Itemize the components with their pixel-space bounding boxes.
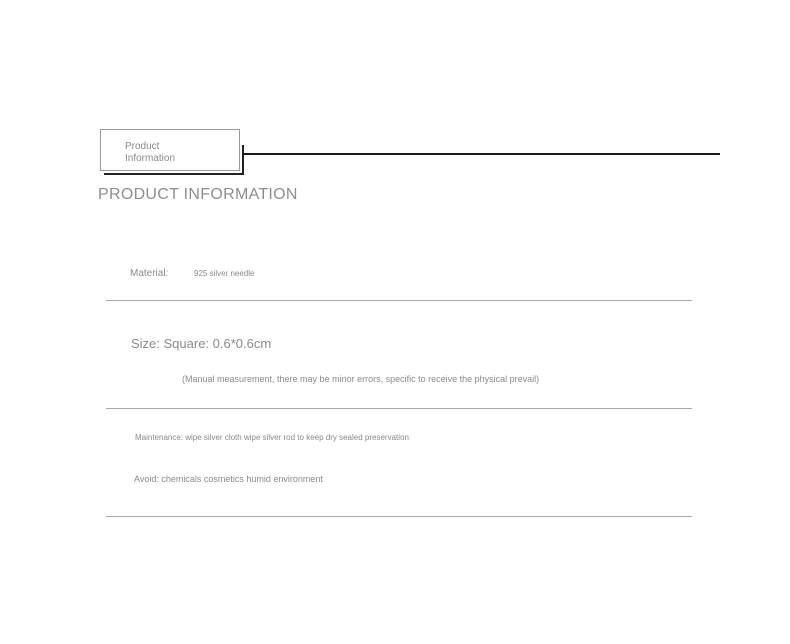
- tab-shadow-bottom: [104, 173, 244, 175]
- size-text: Size: Square: 0.6*0.6cm: [131, 336, 272, 351]
- tab-label: [125, 141, 205, 165]
- material-label: Material:: [130, 268, 169, 279]
- tab-label-line1: Product: [125, 141, 160, 152]
- tab-shadow-right: [242, 145, 244, 175]
- divider-2: [106, 408, 692, 409]
- tab-label-line2: Information: [125, 153, 176, 164]
- section-title: PRODUCT INFORMATION: [98, 186, 298, 203]
- material-value: 925 silver needle: [194, 269, 255, 278]
- size-note: (Manual measurement, there may be minor errors, specific to receive the physical prevail): [182, 374, 540, 384]
- maintenance-text: Maintenance: wipe silver cloth wipe silver rod to keep dry sealed preservation: [135, 433, 409, 442]
- divider-3: [106, 516, 692, 517]
- avoid-text: Avoid: chemicals cosmetics humid environment: [134, 474, 323, 484]
- divider-1: [106, 300, 692, 301]
- header-rule: [244, 153, 720, 155]
